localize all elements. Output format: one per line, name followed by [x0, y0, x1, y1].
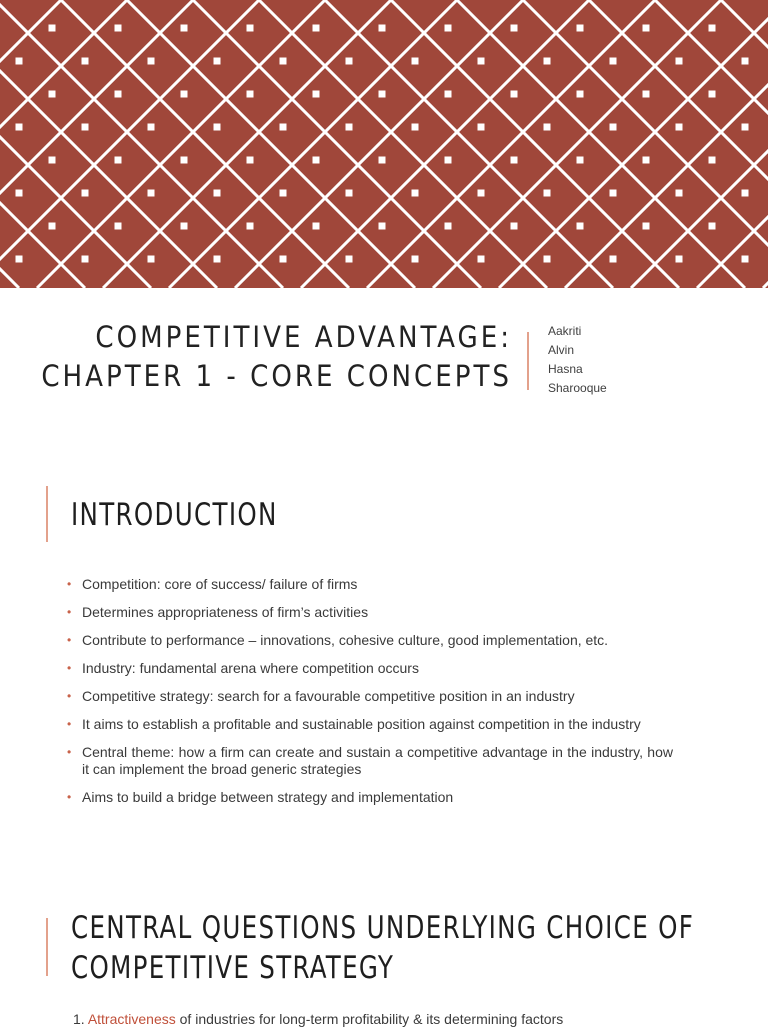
pattern-dot [379, 91, 386, 98]
pattern-dot [511, 25, 518, 32]
highlighted-term: Attractiveness [87, 1011, 176, 1027]
pattern-dot [49, 91, 56, 98]
pattern-dot [511, 223, 518, 230]
list-item: • Competition: core of success/ failure of firms [67, 576, 358, 592]
pattern-dot [643, 25, 650, 32]
pattern-dot [181, 25, 188, 32]
pattern-dot [115, 157, 122, 164]
pattern-dot [478, 190, 485, 197]
pattern-dot [181, 157, 188, 164]
introduction-bullet-list [67, 576, 673, 817]
pattern-dot [610, 124, 617, 131]
pattern-dot [676, 256, 683, 263]
pattern-dot [412, 58, 419, 65]
pattern-dot [643, 157, 650, 164]
pattern-dot [247, 25, 254, 32]
pattern-dot [643, 91, 650, 98]
pattern-dot [115, 223, 122, 230]
pattern-dot [379, 25, 386, 32]
title-line-1: COMPETITIVE ADVANTAGE: [95, 320, 512, 354]
pattern-dot [247, 223, 254, 230]
pattern-dot [445, 223, 452, 230]
pattern-dot [148, 124, 155, 131]
pattern-dot [280, 124, 287, 131]
author-name: Hasna [548, 362, 583, 376]
pattern-dot [148, 190, 155, 197]
pattern-dot [82, 58, 89, 65]
pattern-dot [511, 157, 518, 164]
pattern-dot [214, 58, 221, 65]
pattern-dot [82, 190, 89, 197]
list-number: 1. [73, 1011, 85, 1027]
numbered-list-item [73, 1011, 693, 1028]
pattern-dot [709, 157, 716, 164]
pattern-dot [676, 58, 683, 65]
pattern-dot [115, 25, 122, 32]
pattern-dot [313, 91, 320, 98]
pattern-dot [742, 256, 749, 263]
list-item: • Aims to build a bridge between strategy and implementation [67, 789, 454, 805]
pattern-dot [16, 190, 23, 197]
pattern-dot [544, 58, 551, 65]
bullet-icon: • [67, 745, 72, 759]
pattern-dot [544, 124, 551, 131]
diamond-pattern-graphic [0, 0, 768, 288]
pattern-dot [82, 256, 89, 263]
pattern-dot [346, 58, 353, 65]
pattern-dot [16, 58, 23, 65]
bullet-icon: • [67, 605, 72, 619]
pattern-dot [82, 124, 89, 131]
list-item: • Industry: fundamental arena where competition occurs [67, 660, 419, 676]
pattern-dot [49, 223, 56, 230]
pattern-dot [412, 190, 419, 197]
title-line-2: CHAPTER 1 - CORE CONCEPTS [41, 359, 512, 393]
list-item: • Central theme: how a firm can create and sustain a competitive advantage in the industry, how it can implement the broad generic strategies [67, 744, 673, 777]
pattern-dot [346, 256, 353, 263]
pattern-dot [214, 124, 221, 131]
author-name: Alvin [548, 343, 575, 357]
pattern-dot [280, 58, 287, 65]
pattern-dot [247, 157, 254, 164]
pattern-dot [247, 91, 254, 98]
pattern-dot [445, 157, 452, 164]
introduction-heading: INTRODUCTION [71, 497, 278, 533]
pattern-dot [577, 223, 584, 230]
pattern-dot [148, 256, 155, 263]
pattern-dot [214, 256, 221, 263]
author-name: Sharooque [548, 381, 607, 395]
pattern-dot [643, 223, 650, 230]
pattern-dot [709, 25, 716, 32]
author-name: Aakriti [548, 324, 582, 338]
pattern-dot [214, 190, 221, 197]
title-slide [0, 318, 768, 408]
pattern-dot [313, 157, 320, 164]
bullet-icon: • [67, 717, 72, 731]
list-item-text: of industries for long-term profitability & its determining factors [175, 1011, 564, 1027]
pattern-dot [346, 124, 353, 131]
pattern-dot [511, 91, 518, 98]
author-list [548, 322, 607, 398]
central-questions-accent-bar [46, 918, 48, 976]
bullet-icon: • [67, 689, 72, 703]
bullet-icon: • [67, 790, 72, 804]
pattern-dot [49, 25, 56, 32]
pattern-dot [478, 124, 485, 131]
pattern-dot [676, 124, 683, 131]
pattern-dot [313, 25, 320, 32]
pattern-dot [280, 256, 287, 263]
pattern-dot [346, 190, 353, 197]
list-item: • Contribute to performance – innovations, cohesive culture, good implementation, etc. [67, 632, 609, 648]
presentation-title [41, 318, 512, 396]
pattern-dot [148, 58, 155, 65]
pattern-dot [577, 91, 584, 98]
pattern-dot [544, 190, 551, 197]
central-questions-heading [71, 908, 694, 988]
bullet-icon: • [67, 633, 72, 647]
pattern-dot [445, 91, 452, 98]
list-item: • It aims to establish a profitable and sustainable position against competition in the industry [67, 716, 641, 732]
pattern-dot [379, 157, 386, 164]
pattern-dot [16, 256, 23, 263]
pattern-dot [280, 190, 287, 197]
pattern-dot [49, 157, 56, 164]
pattern-dot [16, 124, 23, 131]
pattern-dot [610, 190, 617, 197]
list-item: • Determines appropriateness of firm’s activities [67, 604, 369, 620]
pattern-dot [742, 190, 749, 197]
bullet-icon: • [67, 577, 72, 591]
pattern-dot [577, 157, 584, 164]
list-item: • Competitive strategy: search for a favourable competitive position in an industry [67, 688, 575, 704]
pattern-dot [610, 256, 617, 263]
decorative-pattern-banner [0, 0, 768, 288]
introduction-accent-bar [46, 486, 48, 542]
pattern-dot [742, 124, 749, 131]
pattern-dot [412, 256, 419, 263]
pattern-dot [676, 190, 683, 197]
pattern-dot [610, 58, 617, 65]
pattern-dot [115, 91, 122, 98]
pattern-dot [478, 58, 485, 65]
pattern-dot [412, 124, 419, 131]
pattern-dot [478, 256, 485, 263]
pattern-dot [709, 91, 716, 98]
pattern-dot [181, 91, 188, 98]
pattern-dot [544, 256, 551, 263]
pattern-dot [379, 223, 386, 230]
title-divider [527, 332, 529, 390]
pattern-dot [445, 25, 452, 32]
pattern-dot [181, 223, 188, 230]
pattern-dot [313, 223, 320, 230]
bullet-icon: • [67, 661, 72, 675]
pattern-dot [742, 58, 749, 65]
pattern-dot [577, 25, 584, 32]
heading-line-1: CENTRAL QUESTIONS UNDERLYING CHOICE OF [71, 910, 695, 946]
heading-line-2: COMPETITIVE STRATEGY [71, 950, 395, 986]
pattern-dot [709, 223, 716, 230]
